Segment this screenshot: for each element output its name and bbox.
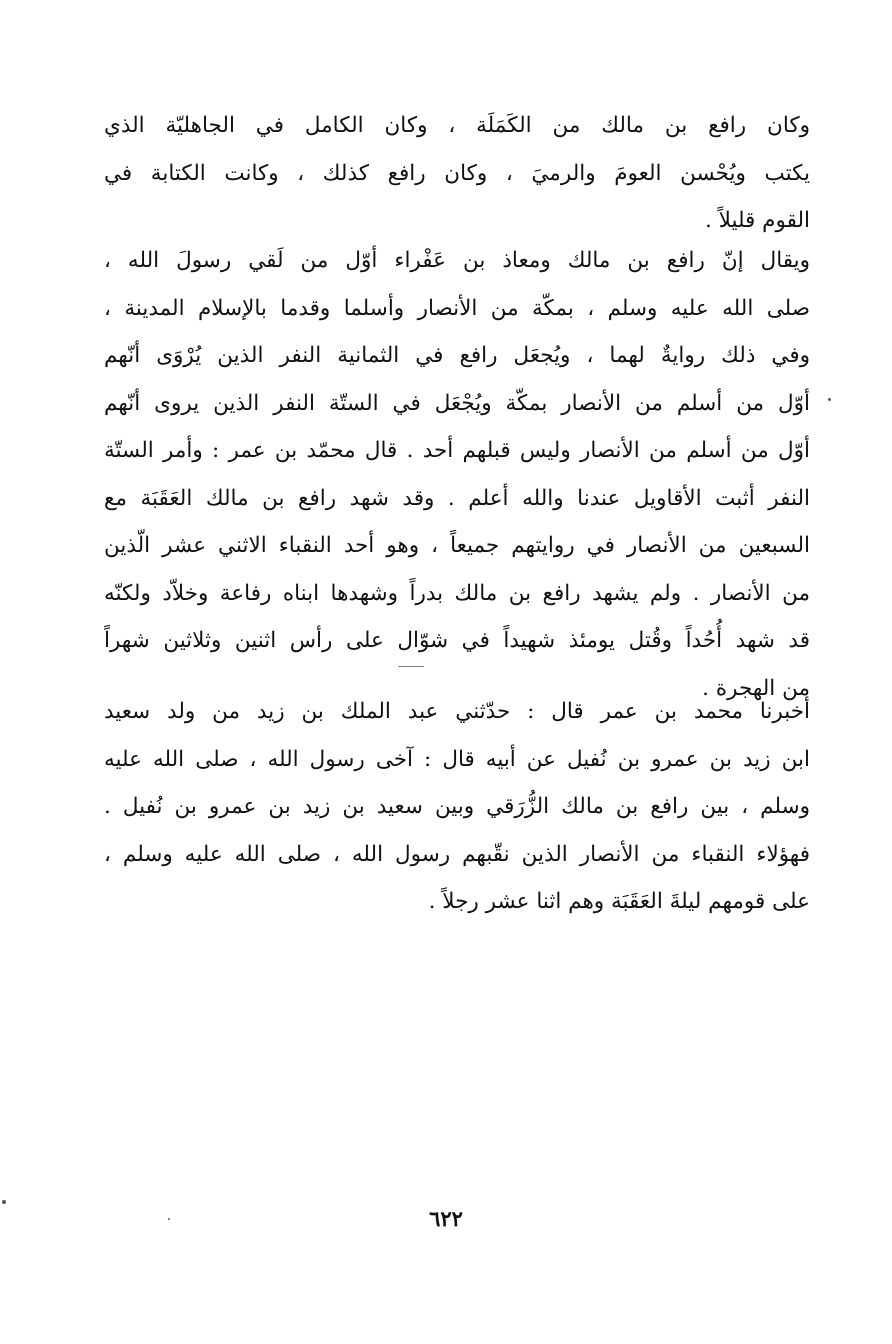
text-line: أخبرنا محمد بن عمر قال : حدّثني عبد الملك بن زيد من ولد سعيد xyxy=(104,699,810,724)
text-line: على قومهم ليلةَ العَقَبَة وهم اثنا عشر رجلاً . xyxy=(428,889,810,914)
paragraph-brotherhood xyxy=(104,688,810,926)
text-line: وسلم ، بين رافع بن مالك الزُّرَقي وبين سعيد بن زيد بن عمرو بن نُفيل . xyxy=(104,794,810,819)
text-line: النفر أثبت الأقاويل عندنا والله أعلم . وقد شهد رافع بن مالك العَقَبَة مع xyxy=(104,485,810,511)
text-line: القوم قليلاً . xyxy=(704,208,810,233)
text-line: السبعين من الأنصار في روايتهم جميعاً ، وهو أحد النقباء الاثني عشر الّذين xyxy=(104,533,810,558)
scan-speck xyxy=(2,1200,6,1204)
text-line: يكتب ويُحْسن العومَ والرميَ ، وكان رافع كذلك ، وكانت الكتابة في xyxy=(104,160,810,186)
paragraph-first-ansar xyxy=(104,237,810,712)
scan-speck xyxy=(398,666,424,667)
text-line: فهؤلاء النقباء من الأنصار الذين نقّبهم رسول الله ، صلى الله عليه وسلم ، xyxy=(104,841,810,867)
page-number: ٦٢٢ xyxy=(429,1206,463,1231)
scan-speck xyxy=(168,1218,170,1220)
text-line: وكان رافع بن مالك من الكَمَلَة ، وكان الكامل في الجاهليّة الذي xyxy=(104,113,810,138)
text-line: من الأنصار . ولم يشهد رافع بن مالك بدراً وشهدها ابناه رفاعة وخلاّد ولكنّه xyxy=(104,580,810,606)
text-line: ويقال إنّ رافع بن مالك ومعاذ بن عَفْراء أوّل من لَقي رسولَ الله ، xyxy=(104,248,810,273)
text-line: صلى الله عليه وسلم ، بمكّة من الأنصار وأسلما وقدما بالإسلام المدينة ، xyxy=(104,295,810,321)
paragraph-rafi-kamala xyxy=(104,102,810,245)
scan-speck xyxy=(828,398,831,401)
text-line: وفي ذلك روايةٌ لهما ، ويُجعَل رافع في الثمانية النفر الذين يُرْوَى أنّهم xyxy=(104,343,810,368)
text-line: من الهجرة . xyxy=(702,675,810,701)
text-line: أوّل من أسلم من الأنصار وليس قبلهم أحد . قال محمّد بن عمر : وأمر الستّة xyxy=(104,438,810,463)
text-line: أوّل من أسلم من الأنصار بمكّة ويُجْعَل في الستّة النفر الذين يروى أنّهم xyxy=(104,390,810,416)
text-line: قد شهد أُحُداً وقُتل يومئذ شهيداً في شوّال على رأس اثنين وثلاثين شهراً xyxy=(104,628,810,653)
text-line: ابن زيد بن عمرو بن نُفيل عن أبيه قال : آخى رسول الله ، صلى الله عليه xyxy=(104,746,810,772)
